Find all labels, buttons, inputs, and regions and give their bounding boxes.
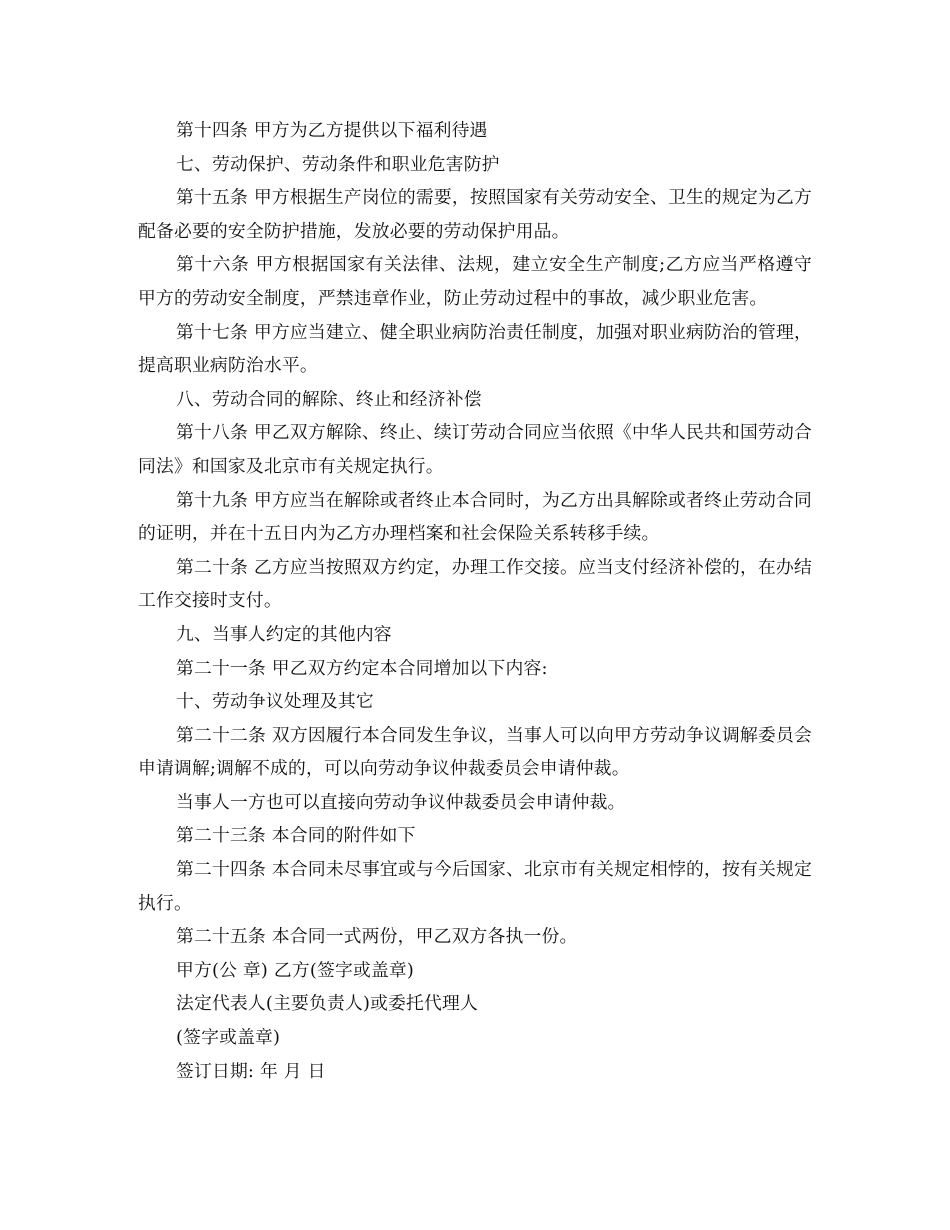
article-14: 第十四条 甲方为乙方提供以下福利待遇	[176, 120, 488, 141]
article-15: 第十五条 甲方根据生产岗位的需要，按照国家有关劳动安全、卫生的规定为乙方配备必要的安全防护措施，发放必要的劳动保护用品。	[138, 187, 812, 242]
article-20: 第二十条 乙方应当按照双方约定，办理工作交接。应当支付经济补偿的，在办结工作交接时支付。	[138, 556, 812, 612]
article-25: 第二十五条 本合同一式两份，甲乙双方各执一份。	[176, 926, 578, 948]
section-heading-9: 九、当事人约定的其他内容	[176, 623, 392, 645]
section-heading-7: 七、劳动保护、劳动条件和职业危害防护	[176, 153, 500, 175]
document-body	[138, 114, 812, 1088]
article-22-continued: 当事人一方也可以直接向劳动争议仲裁委员会申请仲裁。	[176, 791, 626, 813]
section-heading-8: 八、劳动合同的解除、终止和经济补偿	[176, 388, 482, 410]
article-18: 第十八条 甲乙双方解除、终止、续订劳动合同应当依照《中华人民共和国劳动合同法》和国家及北京市有关规定执行。	[138, 422, 812, 477]
article-16: 第十六条 甲方根据国家有关法律、法规，建立安全生产制度;乙方应当严格遵守甲方的劳动安全制度，严禁违章作业，防止劳动过程中的事故，减少职业危害。	[138, 254, 812, 309]
article-17: 第十七条 甲方应当建立、健全职业病防治责任制度，加强对职业病防治的管理，提高职业病防治水平。	[138, 321, 812, 377]
section-heading-10: 十、劳动争议处理及其它	[176, 691, 374, 713]
article-19: 第十九条 甲方应当在解除或者终止本合同时，为乙方出具解除或者终止劳动合同的证明，并在十五日内为乙方办理档案和社会保险关系转移手续。	[138, 489, 812, 545]
signature-or-seal-line: (签字或盖章)	[176, 1027, 281, 1049]
party-signature-line: 甲方(公 章) 乙方(签字或盖章)	[176, 959, 415, 981]
signing-date-line: 签订日期: 年 月 日	[176, 1060, 326, 1082]
representative-line: 法定代表人(主要负责人)或委托代理人	[176, 993, 478, 1015]
article-22: 第二十二条 双方因履行本合同发生争议，当事人可以向甲方劳动争议调解委员会申请调解;调解不成的，可以向劳动争议仲裁委员会申请仲裁。	[138, 724, 812, 780]
article-24: 第二十四条 本合同未尽事宜或与今后国家、北京市有关规定相悖的，按有关规定执行。	[138, 859, 812, 914]
article-23: 第二十三条 本合同的附件如下	[176, 825, 416, 847]
article-21: 第二十一条 甲乙双方约定本合同增加以下内容:	[176, 657, 548, 679]
